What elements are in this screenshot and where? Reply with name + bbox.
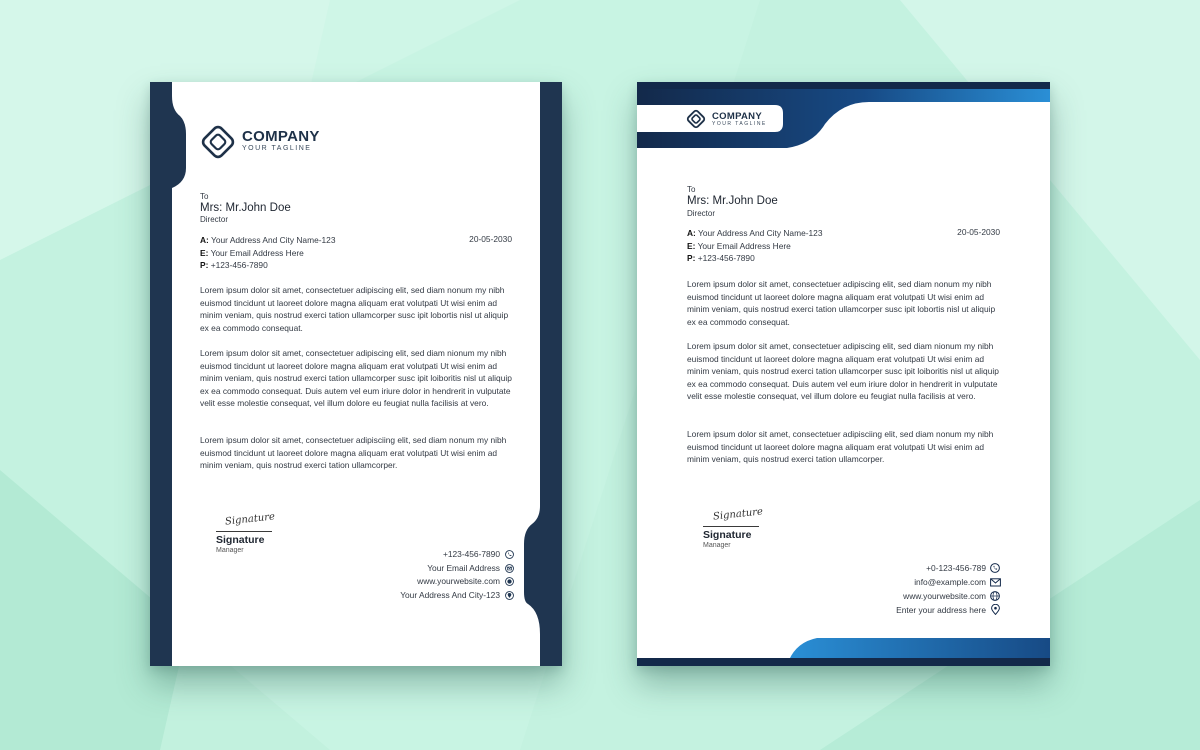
footer-address: Your Address And City-123 [400, 590, 500, 600]
company-tagline: YOUR TAGLINE [712, 121, 767, 127]
to-label: To [200, 192, 209, 201]
company-logo-icon [685, 108, 707, 130]
phone-icon [990, 563, 1000, 573]
signature-line [216, 531, 272, 532]
globe-icon [990, 591, 1000, 601]
to-label: To [687, 185, 696, 194]
company-name: COMPANY [242, 128, 320, 145]
letterhead-left [150, 82, 562, 666]
address-key: A: [200, 235, 209, 245]
company-logo-icon [198, 122, 238, 162]
footer-email: Your Email Address [427, 563, 500, 573]
phone-value: +123-456-7890 [210, 260, 268, 270]
footer-email: info@example.com [914, 577, 986, 587]
recipient-name: Mrs: Mr.John Doe [200, 202, 291, 214]
footer-phone: +123-456-7890 [442, 549, 500, 559]
email-icon [990, 578, 1001, 587]
signature-role: Manager [703, 542, 731, 549]
phone-icon [505, 550, 514, 559]
letter-date: 20-05-2030 [469, 234, 512, 244]
email-line [687, 240, 791, 253]
email-icon [505, 564, 514, 573]
body-paragraph: Lorem ipsum dolor sit amet, consectetuer adipiscing elit, sed diam nionum my nibh euismod tincidunt ut laoreet dolore magna aliquam erat volutpati Ut wisi enim ad minim veniam, quis nostrud exerci tation ullamcorper susc ipit loiboritis nisl ut aliquip ex ea commodo consequat. Duis autem vel eum iriure dolor in hendrerit in vulputate velit esse molestie consequat, vel illum dolore eu feugiat nulla facilisis at vero. [200, 348, 512, 409]
address-value: Your Address And City Name-123 [211, 235, 336, 245]
phone-line [687, 252, 755, 265]
footer-website: www.yourwebsite.com [903, 591, 986, 601]
recipient-role: Director [200, 215, 229, 224]
footer-website: www.yourwebsite.com [417, 576, 500, 586]
email-key: E: [200, 247, 209, 258]
body-paragraph: Lorem ipsum dolor sit amet, consectetuer adipiscing elit, sed diam nionum my nibh euismod tincidunt ut laoreet dolore magna aliquam erat volutpati Ut wisi enim ad minim veniam, quis nostrud exerci tation ullamcorper susc ipit loiboritis nisl ut aliquip ex ea commodo consequat. Duis autem vel eum iriure dolor in hendrerit in vulputate velit esse molestie consequat, vel illum dolore eu feugiat nulla facilisis at vero. [687, 341, 999, 402]
phone-value: +123-456-7890 [697, 253, 755, 263]
signature-label: Signature [216, 534, 265, 546]
letterhead-right [637, 82, 1050, 666]
signature-line [703, 526, 759, 527]
company-tagline: YOUR TAGLINE [242, 145, 312, 152]
signature-role: Manager [216, 547, 244, 554]
phone-key: P: [687, 253, 696, 263]
email-key: E: [687, 240, 696, 251]
company-name: COMPANY [712, 111, 762, 122]
email-line [200, 247, 304, 260]
location-icon [991, 604, 1000, 615]
phone-key: P: [200, 260, 209, 270]
footer-phone: +0-123-456-789 [926, 563, 986, 573]
body-paragraph: Lorem ipsum dolor sit amet, consectetuer adipiscing elit, sed diam nonum my nibh euismod tincidunt ut laoreet dolore magna aliquam erat volutpati Ut wisi enim ad minim veniam, quis nostrud exerci tation ullamcorper susc ipit lobortis nisl ut aliquip ex ea commodo consequat. [687, 279, 996, 327]
body-paragraph: Lorem ipsum dolor sit amet, consectetuer adipiscing elit, sed diam nonum my nibh euismod tincidunt ut laoreet dolore magna aliquam erat volutpati Ut wisi enim ad minim veniam, quis nostrud exerci tation ullamcorper susc ipit lobortis nisl ut aliquip ex ea commodo consequat. [200, 285, 509, 333]
address-line [687, 227, 822, 240]
globe-icon [505, 577, 514, 586]
recipient-name: Mrs: Mr.John Doe [687, 195, 778, 207]
body-paragraph: Lorem ipsum dolor sit amet, consectetuer adipisciing elit, sed diam nonum my nibh euismod tincidunt ut laoreet dolore magna aliquam erat volutpati Ut wisi enim ad minim veniam, quis nostrud exerci tation ullamcorper. [687, 429, 994, 465]
signature-label: Signature [703, 529, 752, 541]
signature-script: Signature [224, 511, 276, 528]
signature-script: Signature [712, 506, 764, 523]
footer-address: Enter your address here [896, 605, 986, 615]
location-icon [505, 591, 514, 600]
address-value: Your Address And City Name-123 [698, 228, 823, 238]
recipient-role: Director [687, 209, 716, 218]
email-value: Your Email Address Here [210, 247, 304, 258]
letter-date: 20-05-2030 [957, 227, 1000, 237]
body-paragraph: Lorem ipsum dolor sit amet, consectetuer adipisciing elit, sed diam nonum my nibh euismod tincidunt ut laoreet dolore magna aliquam erat volutpati Ut wisi enim ad minim veniam, quis nostrud exerci tation ullamcorper. [200, 435, 507, 471]
address-key: A: [687, 228, 696, 238]
address-line [200, 234, 335, 247]
phone-line [200, 259, 268, 272]
email-value: Your Email Address Here [697, 240, 791, 251]
